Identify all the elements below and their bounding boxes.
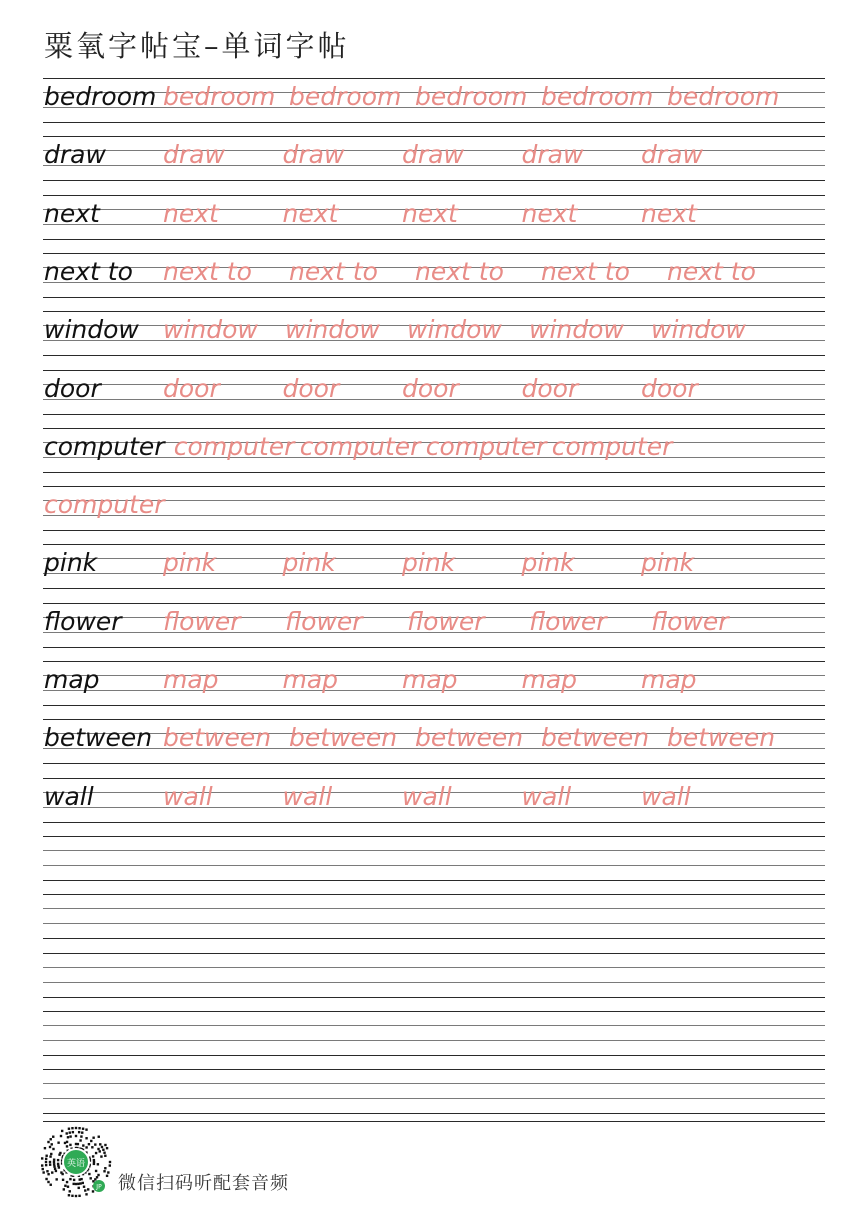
trace-word: wall — [641, 781, 691, 811]
qr-module — [60, 1171, 62, 1173]
qr-module — [49, 1161, 51, 1163]
ruling-line — [43, 1025, 825, 1026]
qr-module — [49, 1155, 51, 1157]
qr-module — [104, 1167, 106, 1169]
qr-module — [97, 1174, 99, 1176]
ruling-line — [43, 1083, 825, 1084]
qr-module — [47, 1141, 49, 1143]
writing-row — [43, 420, 825, 478]
qr-module — [92, 1190, 94, 1192]
ruling-line — [43, 1121, 825, 1122]
ruling-line — [43, 78, 825, 79]
qr-module — [98, 1136, 100, 1138]
qr-module — [45, 1158, 47, 1160]
qr-module — [92, 1137, 94, 1139]
ruling-line — [43, 705, 825, 706]
qr-module — [64, 1142, 66, 1144]
trace-word: flower — [651, 606, 729, 636]
trace-word: between — [415, 723, 524, 753]
trace-word: wall — [402, 781, 452, 811]
trace-word: flower — [163, 606, 241, 636]
qr-module — [64, 1185, 66, 1187]
qr-module — [79, 1182, 81, 1184]
trace-word: draw — [521, 140, 584, 170]
writing-row — [43, 828, 825, 886]
qr-module — [52, 1136, 54, 1138]
qr-module — [69, 1144, 71, 1146]
qr-module — [69, 1131, 71, 1133]
qr-module — [60, 1135, 62, 1137]
writing-row — [43, 770, 825, 828]
qr-module — [54, 1168, 56, 1170]
qr-module — [84, 1189, 86, 1191]
trace-word: door — [282, 373, 340, 403]
ruling-line — [43, 1069, 825, 1070]
model-word: flower — [44, 606, 122, 636]
qr-module — [66, 1145, 68, 1147]
qr-module — [49, 1146, 51, 1148]
qr-module — [69, 1190, 71, 1192]
model-word: draw — [44, 140, 106, 170]
qr-module — [41, 1164, 43, 1166]
model-word: window — [44, 315, 139, 345]
qr-module — [78, 1187, 80, 1189]
qr-module — [66, 1132, 68, 1134]
qr-module — [73, 1183, 75, 1185]
writing-row — [43, 945, 825, 1003]
trace-word: map — [163, 665, 219, 694]
qr-module — [45, 1155, 47, 1157]
trace-word: door — [402, 373, 459, 403]
trace-word: pink — [641, 548, 695, 578]
qr-module — [103, 1152, 105, 1154]
qr-module — [92, 1155, 94, 1157]
trace-word: computer — [551, 431, 673, 461]
writing-row — [43, 1003, 825, 1061]
trace-word: window — [285, 315, 380, 345]
model-word: next to — [44, 256, 133, 286]
trace-word: door — [163, 373, 220, 403]
qr-module — [81, 1131, 83, 1133]
trace-word: next — [282, 198, 339, 228]
trace-word: map — [402, 665, 458, 694]
ruling-line — [43, 822, 825, 823]
model-word: map — [44, 665, 100, 694]
scan-instruction: 微信扫码听配套音频 — [118, 1173, 289, 1194]
trace-word: computer — [44, 490, 165, 520]
writing-row — [43, 245, 825, 303]
ruling-line — [43, 923, 825, 924]
qr-module — [53, 1159, 55, 1161]
trace-word: next — [641, 198, 697, 228]
trace-word: bedroom — [541, 82, 654, 111]
qr-module — [99, 1150, 101, 1152]
trace-word: window — [529, 315, 624, 345]
qr-module — [52, 1148, 54, 1150]
trace-word: computer — [173, 431, 295, 461]
trace-word: between — [289, 723, 398, 753]
qr-module — [49, 1164, 51, 1166]
qr-module — [87, 1188, 89, 1190]
ruling-line — [43, 136, 825, 137]
qr-module — [51, 1143, 53, 1145]
qr-module — [67, 1186, 69, 1188]
trace-word: bedroom — [415, 82, 528, 111]
ruling-line — [43, 894, 825, 895]
qr-module — [57, 1163, 59, 1165]
ruling-line — [43, 997, 825, 998]
writing-row — [43, 70, 825, 128]
qr-module — [50, 1153, 52, 1155]
model-word: between — [44, 723, 153, 753]
ruling-line — [43, 603, 825, 604]
qr-module — [79, 1178, 81, 1180]
qr-module — [75, 1183, 77, 1185]
trace-word: pink — [282, 548, 336, 578]
writing-row — [43, 886, 825, 944]
ruling-line — [43, 661, 825, 662]
qr-module — [73, 1179, 75, 1181]
ruling-line — [43, 880, 825, 881]
trace-word: pink — [163, 548, 217, 578]
ruling-line — [43, 778, 825, 779]
writing-row — [43, 595, 825, 653]
ruling-line — [43, 588, 825, 589]
trace-word: wall — [163, 781, 213, 811]
qr-module — [67, 1136, 69, 1138]
qr-module — [109, 1161, 111, 1163]
qr-module — [72, 1131, 74, 1133]
ruling-line — [43, 647, 825, 648]
ruling-line — [43, 355, 825, 356]
trace-word: draw — [402, 140, 464, 170]
trace-word: wall — [521, 781, 572, 811]
trace-word: draw — [163, 140, 225, 170]
ruling-line — [43, 253, 825, 254]
page-title: 粟氧字帖宝–单词字帖 — [44, 29, 350, 63]
trace-word: door — [641, 373, 698, 403]
qr-module — [71, 1127, 73, 1129]
ruling-line — [43, 311, 825, 312]
ruling-line — [43, 297, 825, 298]
qr-module — [85, 1193, 87, 1195]
ruling-line — [43, 530, 825, 531]
qr-module — [42, 1168, 44, 1170]
qr-module — [100, 1155, 102, 1157]
trace-word: next — [402, 198, 458, 228]
qr-module — [109, 1164, 111, 1166]
trace-word: window — [651, 315, 746, 345]
qr-module — [75, 1195, 77, 1197]
trace-word: bedroom — [667, 82, 780, 111]
trace-word: flower — [285, 606, 363, 636]
qr-module — [101, 1146, 103, 1148]
qr-module — [75, 1135, 77, 1137]
qr-module — [77, 1143, 79, 1145]
qr-module — [94, 1143, 96, 1145]
ruling-line — [43, 1113, 825, 1114]
qr-module — [55, 1178, 57, 1180]
qr-module — [69, 1135, 71, 1137]
qr-module — [57, 1159, 59, 1161]
qr-module — [45, 1164, 47, 1166]
qr-module — [51, 1171, 53, 1173]
qr-module — [95, 1152, 97, 1154]
qr-module — [59, 1152, 61, 1154]
trace-word: next to — [667, 256, 756, 286]
ruling-line — [43, 1055, 825, 1056]
writing-row — [43, 1061, 825, 1119]
ruling-line — [43, 850, 825, 851]
ruling-line — [43, 195, 825, 196]
qr-module — [71, 1195, 73, 1197]
qr-module — [50, 1138, 52, 1140]
trace-word: next to — [163, 256, 252, 286]
ruling-line — [43, 1040, 825, 1041]
qr-module — [46, 1170, 48, 1172]
trace-word: next — [163, 198, 219, 228]
trace-word: computer — [299, 431, 421, 461]
trace-word: pink — [521, 548, 575, 578]
trace-word: between — [667, 723, 776, 753]
trace-word: next — [521, 198, 578, 228]
trace-word: flower — [407, 606, 485, 636]
writing-row — [43, 536, 825, 594]
qr-module — [77, 1183, 79, 1185]
trace-word: map — [641, 665, 697, 694]
writing-row — [43, 653, 825, 711]
qr-module — [82, 1144, 84, 1146]
qr-module — [85, 1137, 87, 1139]
trace-word: window — [163, 315, 258, 345]
trace-word: door — [521, 373, 579, 403]
ruling-line — [43, 428, 825, 429]
trace-word: next to — [541, 256, 630, 286]
qr-module — [47, 1181, 49, 1183]
qr-module — [45, 1161, 47, 1163]
qr-module — [68, 1128, 70, 1130]
qr-module — [107, 1171, 109, 1173]
writing-row — [43, 362, 825, 420]
qr-module — [103, 1170, 105, 1172]
qr-module — [62, 1179, 64, 1181]
qr-module — [61, 1130, 63, 1132]
model-word: computer — [44, 431, 165, 461]
writing-row — [43, 478, 825, 536]
qr-module — [75, 1127, 77, 1129]
qr-module — [104, 1144, 106, 1146]
qr-module — [82, 1182, 84, 1184]
qr-module — [92, 1180, 94, 1182]
qr-module — [82, 1128, 84, 1130]
qr-module — [42, 1171, 44, 1173]
qr-module — [69, 1178, 71, 1180]
model-word: door — [44, 373, 101, 403]
writing-row — [43, 711, 825, 769]
qr-code[interactable] — [40, 1126, 112, 1198]
trace-word: bedroom — [289, 82, 402, 111]
trace-word: window — [407, 315, 502, 345]
qr-module — [106, 1147, 108, 1149]
trace-word: bedroom — [163, 82, 276, 111]
qr-module — [66, 1181, 68, 1183]
qr-module — [93, 1159, 95, 1161]
ruling-line — [43, 763, 825, 764]
writing-row — [43, 128, 825, 186]
ruling-line — [43, 486, 825, 487]
writing-row — [43, 303, 825, 361]
model-word: bedroom — [44, 82, 157, 111]
ruling-line — [43, 982, 825, 983]
trace-word: pink — [402, 548, 456, 578]
model-word: wall — [44, 781, 94, 811]
ruling-line — [43, 1098, 825, 1099]
qr-module — [63, 1188, 65, 1190]
model-word: next — [44, 198, 100, 228]
ruling-line — [43, 122, 825, 123]
ruling-line — [43, 370, 825, 371]
trace-word: next to — [289, 256, 378, 286]
trace-word: map — [521, 665, 578, 694]
writing-row — [43, 187, 825, 245]
ruling-line — [43, 239, 825, 240]
qr-module — [44, 1147, 46, 1149]
trace-word: map — [282, 665, 339, 694]
ruling-line — [43, 967, 825, 968]
ruling-line — [43, 414, 825, 415]
qr-module — [95, 1170, 97, 1172]
model-word: pink — [44, 548, 98, 578]
trace-word: next to — [415, 256, 504, 286]
qr-corner-text: JP — [96, 1183, 102, 1191]
qr-module — [53, 1161, 55, 1163]
qr-module — [78, 1195, 80, 1197]
qr-module — [45, 1178, 47, 1180]
qr-module — [41, 1157, 43, 1159]
qr-module — [80, 1135, 82, 1137]
qr-module — [53, 1165, 55, 1167]
qr-module — [97, 1163, 99, 1165]
qr-module — [83, 1186, 85, 1188]
qr-module — [99, 1143, 101, 1145]
qr-module — [90, 1140, 92, 1142]
qr-module — [96, 1176, 98, 1178]
qr-module — [104, 1155, 106, 1157]
trace-word: flower — [529, 606, 607, 636]
ruling-line — [43, 908, 825, 909]
qr-module — [88, 1143, 90, 1145]
qr-module — [78, 1131, 80, 1133]
qr-module — [85, 1146, 87, 1148]
qr-module — [93, 1163, 95, 1165]
ruling-line — [43, 180, 825, 181]
ruling-line — [43, 544, 825, 545]
qr-module — [78, 1127, 80, 1129]
qr-module — [106, 1175, 108, 1177]
qr-module — [68, 1194, 70, 1196]
ruling-line — [43, 719, 825, 720]
trace-word: draw — [641, 140, 703, 170]
qr-module — [90, 1177, 92, 1179]
qr-module — [53, 1163, 55, 1165]
qr-module — [79, 1139, 81, 1141]
trace-word: between — [541, 723, 650, 753]
ruling-line — [43, 938, 825, 939]
copybook-sheet — [43, 70, 825, 1130]
ruling-line — [43, 1011, 825, 1012]
ruling-line — [43, 472, 825, 473]
footer — [40, 1126, 440, 1206]
ruling-line — [43, 865, 825, 866]
qr-module — [91, 1146, 93, 1148]
qr-module — [47, 1173, 49, 1175]
trace-word: computer — [425, 431, 547, 461]
qr-module — [97, 1148, 99, 1150]
ruling-line — [43, 953, 825, 954]
ruling-line — [43, 836, 825, 837]
qr-module — [57, 1141, 59, 1143]
qr-module — [88, 1173, 90, 1175]
trace-word: draw — [282, 140, 345, 170]
qr-module — [50, 1184, 52, 1186]
qr-logo-text: 英语 — [66, 1159, 86, 1169]
qr-module — [66, 1141, 68, 1143]
qr-module — [55, 1170, 57, 1172]
trace-word: wall — [282, 781, 333, 811]
qr-module — [102, 1149, 104, 1151]
qr-module — [85, 1128, 87, 1130]
trace-word: between — [163, 723, 272, 753]
